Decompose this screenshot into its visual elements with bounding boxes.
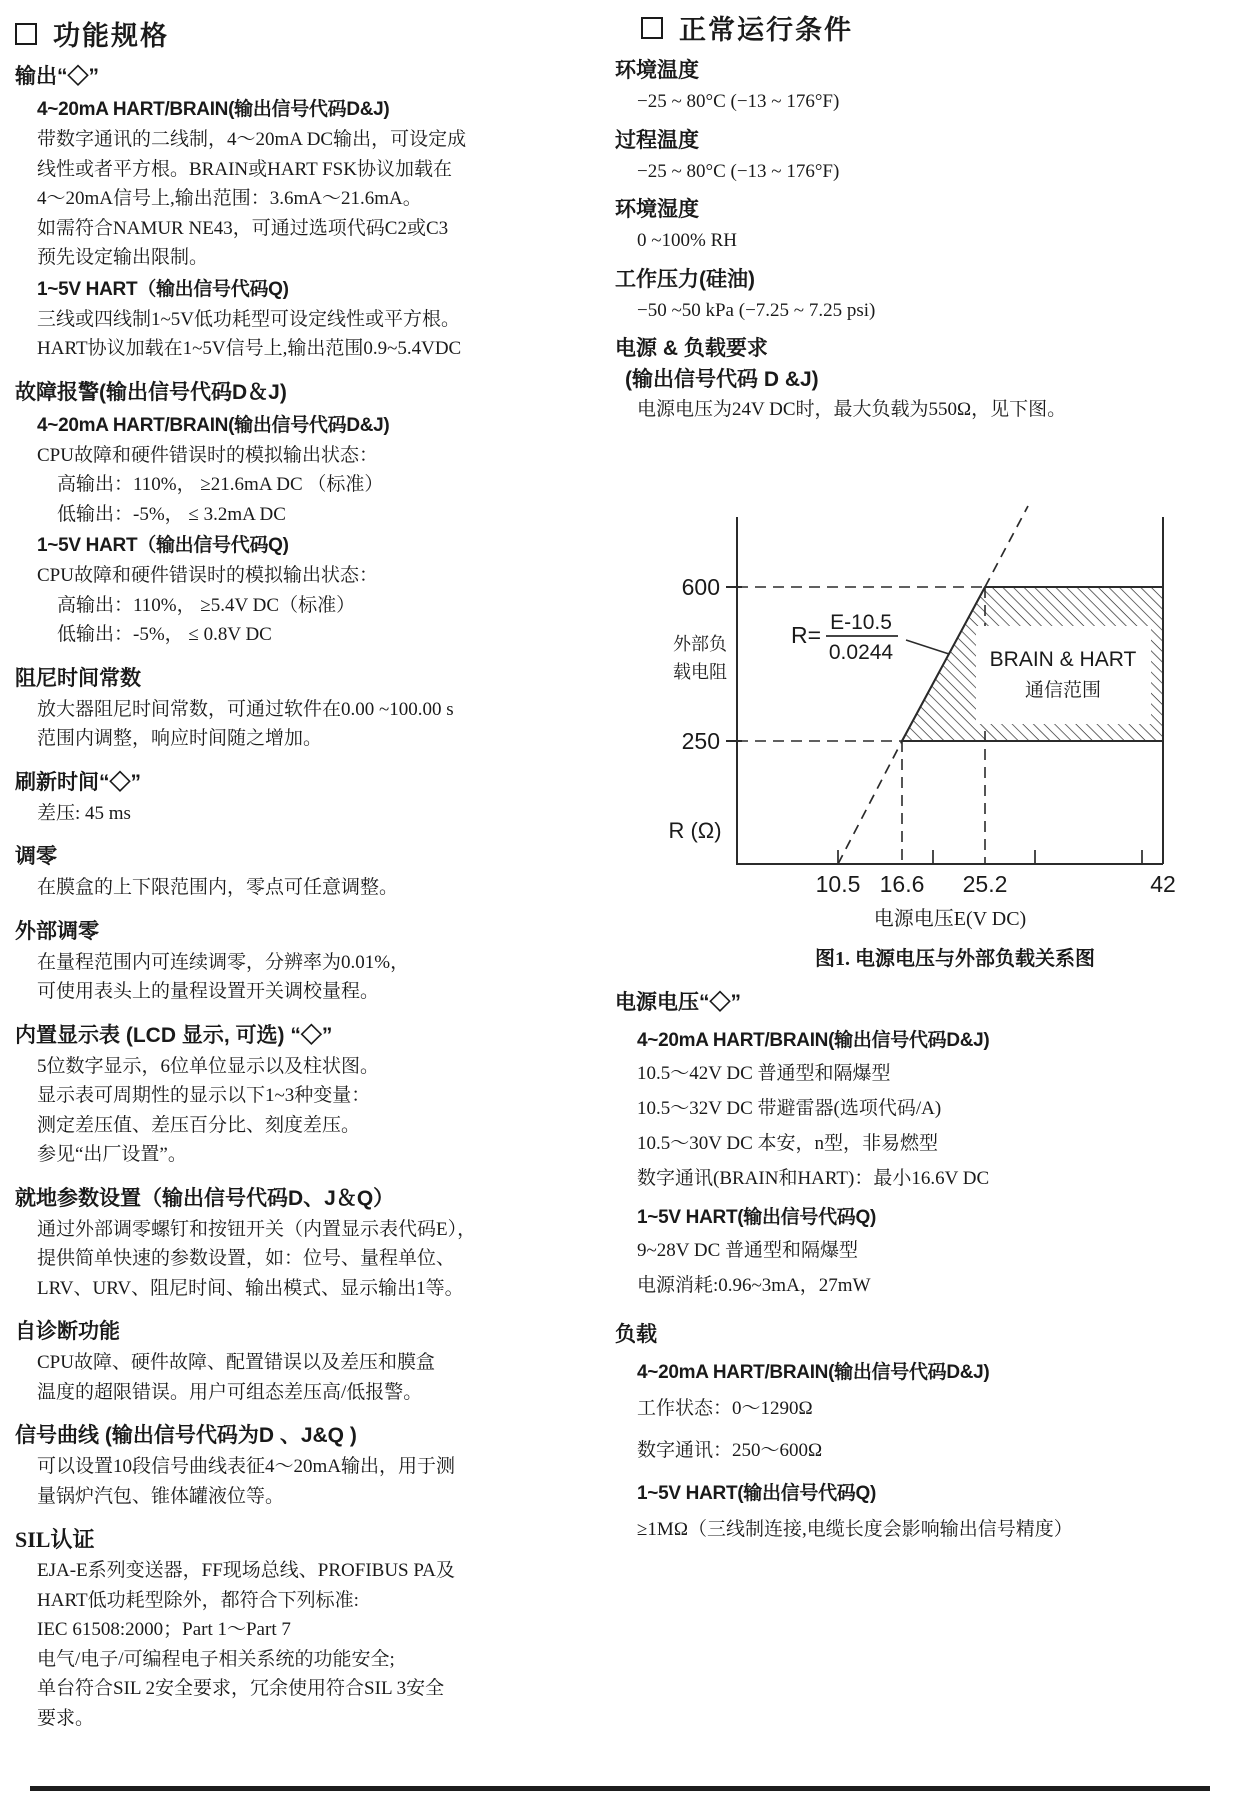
body-line-indent: 低输出：-5%， ≤ 3.2mA DC: [57, 503, 286, 525]
y-axis-label-line1: 外部负: [673, 633, 727, 654]
figure1-caption: 图1. 电源电压与外部负载关系图: [815, 947, 1095, 970]
subsection-heading: SIL认证: [15, 1527, 95, 1552]
subsection-heading: 自诊断功能: [15, 1320, 120, 1343]
body-line: 电气/电子/可编程电子相关系统的功能安全;: [37, 1648, 395, 1670]
body-line: ≥1MΩ（三线制连接,电缆长度会影响输出信号精度）: [637, 1518, 1073, 1540]
body-line-indent: 高输出：110%， ≥21.6mA DC （标准）: [57, 474, 384, 495]
body-line: 测定差压值、差压百分比、刻度差压。: [37, 1114, 361, 1136]
body-line: 可使用表头上的量程设置开关调校量程。: [37, 981, 380, 1002]
subsection-heading: 刷新时间“◇”: [15, 770, 141, 794]
body-line: 10.5～30V DC 本安，n型，非易燃型: [637, 1132, 939, 1154]
region-label-box: [976, 626, 1151, 724]
subsection-heading: 环境温度: [615, 59, 699, 82]
body-line: −25 ~ 80°C (−13 ~ 176°F): [637, 160, 840, 182]
subsection-heading: 过程温度: [615, 128, 699, 152]
supply-voltage-load-chart: [615, 443, 1215, 935]
section-square-icon: [641, 17, 663, 39]
body-line: 在膜盒的上下限范围内，零点可任意调整。: [37, 877, 399, 898]
body-line: 如需符合NAMUR NE43，可通过选项代码C2或C3: [37, 217, 449, 239]
body-line: 温度的超限错误。用户可组态差压高/低报警。: [37, 1381, 423, 1403]
body-line: 5位数字显示，6位单位显示以及柱状图。: [37, 1055, 380, 1077]
body-line: 数字通讯(BRAIN和HART)：最小16.6V DC: [637, 1167, 990, 1189]
left-column: [15, 14, 525, 1733]
subsection-heading: 负载: [615, 1322, 657, 1346]
body-line: −50 ~50 kPa (−7.25 ~ 7.25 psi): [637, 299, 876, 321]
signal-code-heading: 1~5V HART（输出信号代码Q): [37, 535, 289, 556]
subsection-heading: 内置显示表 (LCD 显示, 可选) “◇”: [15, 1023, 333, 1047]
figure1-chart: [615, 443, 1230, 940]
region-label-line2: 通信范围: [1024, 679, 1102, 701]
body-line: 提供简单快速的参数设置，如：位号、量程单位、: [37, 1248, 456, 1269]
right-section-title: [615, 8, 1230, 47]
functional-spec-list: [15, 61, 525, 1733]
body-line: 电源电压为24V DC时，最大负载为550Ω，见下图。: [637, 399, 1067, 420]
subsection-heading: 故障报警(输出信号代码D＆J): [15, 380, 287, 404]
body-line: 量锅炉汽包、锥体罐液位等。: [37, 1485, 285, 1507]
subsection-heading: 输出“◇”: [15, 65, 99, 88]
body-line: HART低功耗型除外，都符合下列标准:: [37, 1589, 359, 1611]
body-line: 9~28V DC 普通型和隔爆型: [637, 1239, 859, 1261]
y-tick-600: 600: [681, 573, 720, 600]
body-line: 10.5～32V DC 带避雷器(选项代码/A): [637, 1097, 942, 1119]
body-line: 单台符合SIL 2安全要求，冗余使用符合SIL 3安全: [37, 1678, 445, 1699]
subsection-heading-cont: (输出信号代码 D &J): [625, 368, 819, 391]
body-line: CPU故障和硬件错误时的模拟输出状态：: [37, 444, 378, 466]
subsection-heading: 就地参数设置（输出信号代码D、J＆Q）: [15, 1186, 395, 1210]
body-line-indent: 低输出：-5%， ≤ 0.8V DC: [57, 624, 272, 645]
subsection-heading: 电源电压“◇”: [615, 990, 741, 1014]
body-line: CPU故障和硬件错误时的模拟输出状态：: [37, 565, 378, 586]
body-line: EJA-E系列变送器，FF现场总线、PROFIBUS PA及: [37, 1560, 455, 1581]
body-line: HART协议加载在1~5V信号上,输出范围0.9~5.4VDC: [37, 338, 462, 359]
signal-code-heading: 4~20mA HART/BRAIN(输出信号代码D&J): [37, 414, 390, 436]
signal-code-heading: 1~5V HART（输出信号代码Q): [37, 278, 289, 300]
body-line: 带数字通讯的二线制，4～20mA DC输出，可设定成: [37, 129, 467, 150]
body-line: 0 ~100% RH: [637, 230, 738, 251]
signal-code-heading: 4~20mA HART/BRAIN(输出信号代码D&J): [637, 1361, 990, 1383]
body-line: 参见“出厂设置”。: [37, 1144, 187, 1165]
x-tick-16-6: 16.6: [879, 870, 925, 897]
formula-denominator: 0.0244: [828, 640, 894, 664]
formula-pointer-line: [906, 640, 949, 654]
signal-code-heading: 1~5V HART(输出信号代码Q): [637, 1482, 876, 1504]
body-line: 放大器阻尼时间常数，可通过软件在0.00 ~100.00 s: [37, 698, 454, 720]
body-line: 差压: 45 ms: [37, 802, 131, 824]
operating-conditions-list: [615, 55, 1230, 425]
section-square-icon: [15, 23, 37, 45]
body-line: IEC 61508:2000；Part 1～Part 7: [37, 1619, 291, 1640]
x-tick-42: 42: [1150, 870, 1176, 897]
left-section-title: [15, 14, 525, 53]
body-line: 10.5～42V DC 普通型和隔爆型: [637, 1062, 891, 1084]
body-line: 要求。: [37, 1707, 95, 1729]
y-axis-unit-label: R (Ω): [668, 817, 722, 843]
right-column: [615, 8, 1230, 1551]
signal-code-heading: 4~20mA HART/BRAIN(输出信号代码D&J): [637, 1029, 990, 1051]
body-line: 电源消耗:0.96~3mA，27mW: [637, 1274, 871, 1296]
formula-lhs: R=: [790, 621, 821, 648]
x-axis-label: 电源电压E(V DC): [873, 907, 1027, 930]
body-line: LRV、URV、阻尼时间、输出模式、显示输出1等。: [37, 1277, 464, 1299]
body-line-indent: 高输出：110%， ≥5.4V DC（标准）: [57, 594, 356, 616]
x-tick-10-5: 10.5: [815, 870, 861, 897]
subsection-heading: 调零: [15, 845, 57, 868]
page-bottom-rule: [30, 1786, 1210, 1791]
body-line: −25 ~ 80°C (−13 ~ 176°F): [637, 91, 840, 112]
signal-code-heading: 1~5V HART(输出信号代码Q): [637, 1206, 876, 1228]
body-line: 显示表可周期性的显示以下1~3种变量：: [37, 1085, 371, 1106]
power-load-spec-list: [615, 987, 1230, 1551]
body-line: 在量程范围内可连续调零，分辨率为0.01%，: [37, 951, 410, 973]
subsection-heading: 电源 & 负载要求: [615, 337, 768, 360]
subsection-heading: 环境湿度: [615, 198, 699, 221]
region-label-line1: BRAIN & HART: [989, 647, 1137, 671]
x-tick-25-2: 25.2: [962, 870, 1008, 897]
body-line: 可以设置10段信号曲线表征4～20mA输出，用于测: [37, 1456, 456, 1477]
body-line: 数字通讯：250～600Ω: [637, 1439, 823, 1461]
body-line: 工作状态：0～1290Ω: [637, 1397, 813, 1419]
y-axis-label-line2: 载电阻: [673, 661, 727, 682]
right-section-title-text: 正常运行条件: [679, 15, 853, 45]
body-line: 线性或者平方根。BRAIN或HART FSK协议加载在: [37, 158, 452, 180]
left-section-title-text: 功能规格: [53, 21, 169, 51]
body-line: CPU故障、硬件故障、配置错误以及差压和膜盒: [37, 1352, 435, 1373]
body-line: 4～20mA信号上,输出范围：3.6mA～21.6mA。: [37, 188, 422, 209]
body-line: 通过外部调零螺钉和按钮开关（内置显示表代码E），: [37, 1218, 477, 1240]
subsection-heading: 阻尼时间常数: [15, 666, 141, 690]
signal-code-heading: 4~20mA HART/BRAIN(输出信号代码D&J): [37, 99, 390, 120]
body-line: 预先设定输出限制。: [37, 247, 209, 268]
formula-numerator: E-10.5: [830, 610, 892, 634]
subsection-heading: 外部调零: [15, 919, 99, 943]
body-line: 范围内调整，响应时间随之增加。: [37, 728, 323, 749]
subsection-heading: 信号曲线 (输出信号代码为D 、J&Q ): [15, 1424, 357, 1447]
formula-annotation: [791, 611, 949, 664]
y-tick-250: 250: [681, 727, 720, 754]
subsection-heading: 工作压力(硅油): [615, 267, 755, 291]
body-line: 三线或四线制1~5V低功耗型可设定线性或平方根。: [37, 308, 461, 330]
